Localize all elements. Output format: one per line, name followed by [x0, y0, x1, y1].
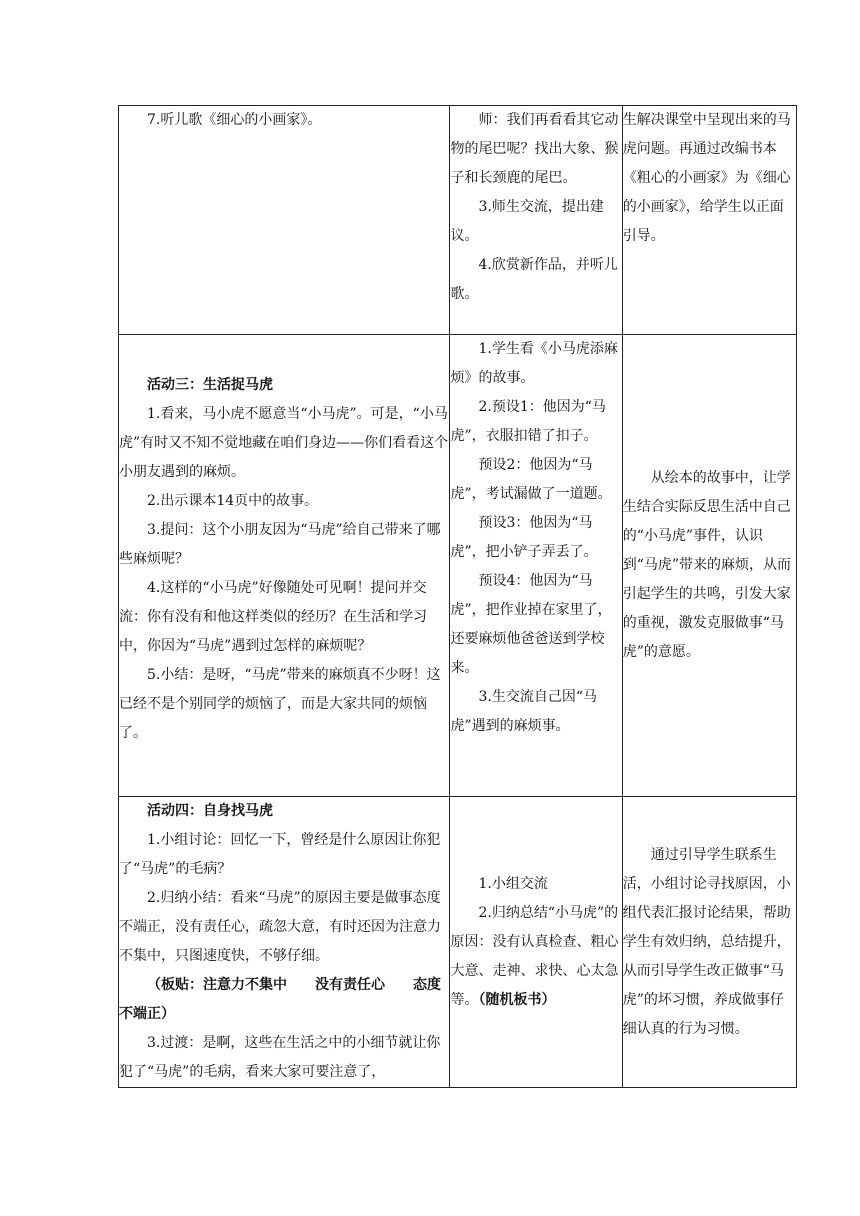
text-paragraph: 预设3：他因为“马虎”，把小铲子弄丢了。 [450, 515, 598, 560]
text-paragraph: 预设4：他因为“马虎”，把作业掉在家里了，还要麻烦他爸爸送到学校来。 [450, 573, 612, 676]
text-paragraph: 3.生交流自己因“马虎”遇到的麻烦事。 [450, 689, 597, 734]
table-row [119, 335, 797, 797]
design-intent-cell [622, 106, 796, 335]
text-paragraph: 3.师生交流，提出建议。 [450, 199, 604, 244]
text-paragraph: 生解决课堂中呈现出来的马虎问题。再通过改编书本《粗心的小画家》为《细心的小画家》，给学生以正面引导。 [622, 112, 791, 244]
table-row [119, 797, 797, 1088]
board-note: （板贴：注意力不集中 没有责任心 态度不端正） [119, 977, 441, 1022]
text-paragraph: 2.出示课本14页中的故事。 [147, 493, 319, 509]
text-paragraph [450, 899, 621, 1015]
text-paragraph: 4.欣赏新作品，并听儿歌。 [450, 257, 618, 302]
student-activity-cell [450, 106, 622, 335]
text-paragraph: 1.学生看《小马虎添麻烦》的故事。 [450, 341, 618, 386]
activity-heading: 活动四：自身找马虎 [147, 803, 273, 819]
activity-heading: 活动三：生活捉马虎 [147, 377, 273, 393]
text-paragraph: 1.看来，马小虎不愿意当“小马虎”。可是，“小马虎”有时又不知不觉地藏在咱们身边——你们看看这个小朋友遇到的麻烦。 [119, 406, 449, 480]
text-paragraph: 1.小组讨论：回忆一下，曾经是什么原因让你犯了“马虎”的毛病？ [119, 832, 441, 877]
text-paragraph: 7.听儿歌《细心的小画家》。 [147, 112, 322, 128]
student-activity-cell [450, 797, 622, 1088]
teacher-activity-cell [119, 335, 450, 797]
teacher-activity-cell [119, 797, 450, 1088]
teacher-activity-cell [119, 106, 450, 335]
text-paragraph: 4.这样的“小马虎”好像随处可见啊！提问并交流：你有没有和他这样类似的经历？在生活和学习中，你因为“马虎”遇到过怎样的麻烦呢？ [119, 580, 427, 654]
text-paragraph: 3.提问：这个小朋友因为“马虎”给自己带来了哪些麻烦呢？ [119, 522, 441, 567]
design-intent-cell [622, 335, 796, 797]
text-paragraph: 3.过渡：是啊，这些在生活之中的小细节就让你犯了“马虎”的毛病，看来大家可要注意了， [119, 1035, 441, 1080]
text-paragraph: 预设2：他因为“马虎”，考试漏做了一道题。 [450, 457, 612, 502]
text-paragraph: 5.小结：是呀，“马虎”带来的麻烦真不少呀！这已经不是个别同学的烦恼了，而是大家共同的烦恼了。 [119, 667, 441, 741]
text-paragraph: 1.小组交流 [478, 875, 548, 892]
design-intent-cell [622, 797, 796, 1088]
text-paragraph: 2.预设1：他因为“马虎”，衣服扣错了扣子。 [450, 399, 606, 444]
lesson-plan-table [118, 105, 797, 1088]
student-activity-cell [450, 335, 622, 797]
table-row [119, 106, 797, 335]
text-paragraph: 通过引导学生联系生活，小组讨论寻找原因，小组代表汇报讨论结果，帮助学生有效归纳，总结提升，从而引导学生改正做事“马虎”的坏习惯，养成做事仔细认真的行为习惯。 [622, 846, 791, 1037]
text-paragraph: 师：我们再看看其它动物的尾巴呢？找出大象、猴子和长颈鹿的尾巴。 [450, 112, 619, 186]
text-paragraph: 2.归纳小结：看来“马虎”的原因主要是做事态度不端正，没有责任心，疏忽大意，有时还因为注意力不集中，只图速度快，不够仔细。 [119, 890, 441, 964]
text-paragraph: 从绘本的故事中，让学生结合实际反思生活中自己的“小马虎”事件，认识到“马虎”带来的麻烦，从而引起学生的共鸣，引发大家的重视，激发克服做事“马虎”的意愿。 [622, 470, 792, 660]
text-span: 2.归纳总结“小马虎”的原因：没有认真检查、粗心大意、走神、求快、心太急等。 [450, 904, 619, 1008]
board-note: （随机板书） [478, 991, 556, 1008]
